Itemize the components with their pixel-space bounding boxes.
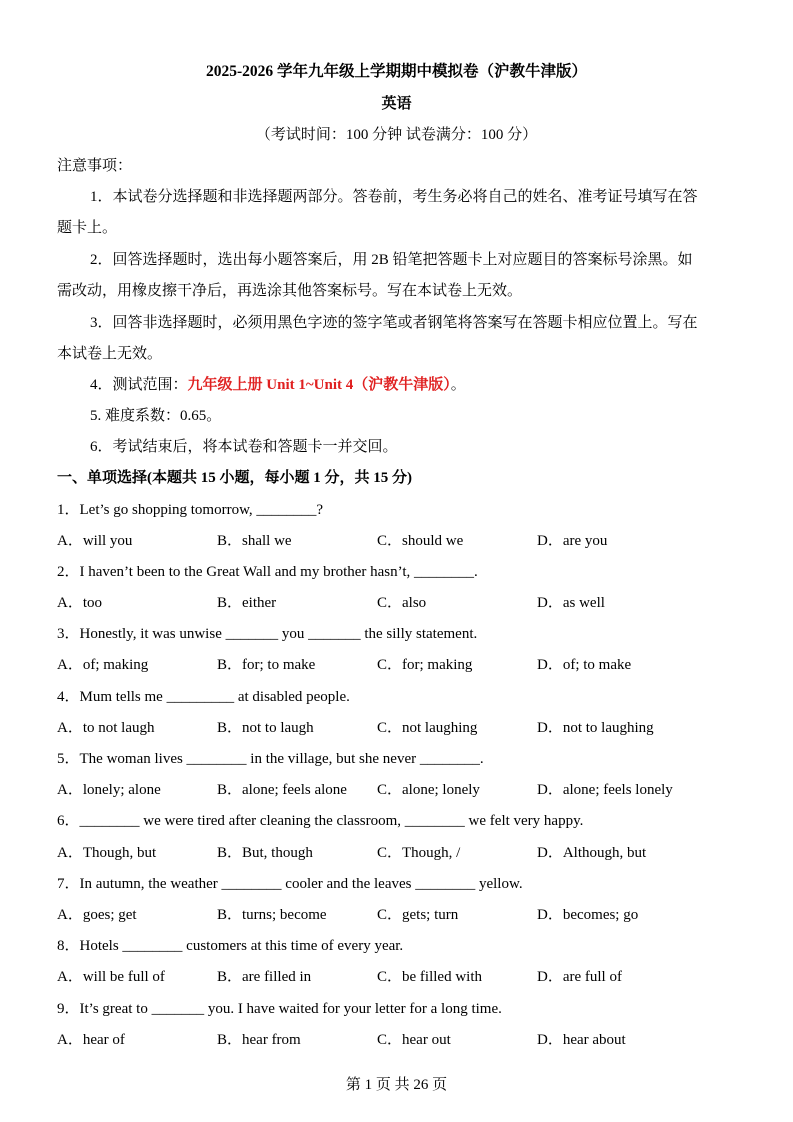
option-a: A．Though, but [57, 845, 157, 861]
option-a: A．will be full of [57, 969, 165, 985]
option-c: C．gets; turn [377, 907, 459, 923]
question-stem: 5．The woman lives ________ in the village, but she never ________. [57, 751, 484, 767]
option-c: C．also [377, 595, 427, 611]
option-a: A．too [57, 595, 103, 611]
option-a: A．lonely; alone [57, 782, 161, 798]
test-range: 九年级上册 Unit 1~Unit 4（沪教牛津版） [187, 377, 451, 393]
question-stem: 7．In autumn, the weather ________ cooler and the leaves ________ yellow. [57, 876, 523, 892]
option-b: B．either [217, 595, 277, 611]
notice-item-1-line-1: 1．本试卷分选择题和非选择题两部分。答卷前，考生务必将自己的姓名、准考证号填写在答 [90, 189, 698, 205]
notice-item-3-line-2: 本试卷上无效。 [57, 346, 163, 362]
notice-item-1-line-2: 题卡上。 [57, 220, 118, 236]
option-c: C．should we [377, 533, 464, 549]
option-d: D．hear about [537, 1032, 626, 1048]
option-c: C．for; making [377, 657, 473, 673]
option-d: D．of; to make [537, 657, 632, 673]
question-stem: 6．________ we were tired after cleaning the classroom, ________ we felt very happy. [57, 813, 584, 829]
option-d: D．not to laughing [537, 720, 654, 736]
option-d: D．as well [537, 595, 605, 611]
notice-item-2-line-1: 2．回答选择题时，选出每小题答案后，用 2B 铅笔把答题卡上对应题目的答案标号涂黑。如 [90, 252, 693, 268]
option-c: C．alone; lonely [377, 782, 480, 798]
option-c: C．not laughing [377, 720, 478, 736]
exam-info: （考试时间：100 分钟 试卷满分：100 分） [255, 127, 538, 143]
option-d: D．becomes; go [537, 907, 639, 923]
option-d: D．alone; feels lonely [537, 782, 673, 798]
option-a: A．to not laugh [57, 720, 155, 736]
notice-item-4-suffix: 。 [450, 377, 466, 393]
option-c: C．be filled with [377, 969, 482, 985]
option-a: A．of; making [57, 657, 149, 673]
exam-title: 2025-2026 学年九年级上学期期中模拟卷（沪教牛津版） [205, 63, 588, 80]
option-b: B．turns; become [217, 907, 327, 923]
option-d: D．are you [537, 533, 608, 549]
option-b: B．are filled in [217, 969, 312, 985]
notice-item-4-prefix: 4．测试范围： [90, 377, 188, 393]
notice-item-6: 6．考试结束后，将本试卷和答题卡一并交回。 [90, 439, 398, 455]
option-b: B．hear from [217, 1032, 301, 1048]
option-b: B．for; to make [217, 657, 316, 673]
notice-heading: 注意事项： [57, 158, 133, 174]
option-b: B．alone; feels alone [217, 782, 347, 798]
option-a: A．goes; get [57, 907, 137, 923]
option-c: C．hear out [377, 1032, 451, 1048]
option-c: C．Though, / [377, 845, 461, 861]
notice-item-3-line-1: 3．回答非选择题时，必须用黑色字迹的签字笔或者钢笔将答案写在答题卡相应位置上。写在 [90, 315, 698, 331]
option-a: A．hear of [57, 1032, 125, 1048]
question-stem: 4．Mum tells me _________ at disabled people. [57, 689, 350, 705]
option-d: D．Although, but [537, 845, 647, 861]
question-stem: 1．Let’s go shopping tomorrow, ________? [57, 502, 324, 518]
notice-item-4 [90, 375, 747, 395]
question-stem: 3．Honestly, it was unwise _______ you _______ the silly statement. [57, 626, 478, 642]
question-stem: 8．Hotels ________ customers at this time of every year. [57, 938, 404, 954]
option-b: B．shall we [217, 533, 292, 549]
section-heading: 一、单项选择(本题共 15 小题，每小题 1 分，共 15 分) [57, 470, 412, 486]
option-b: B．not to laugh [217, 720, 314, 736]
option-b: B．But, though [217, 845, 313, 861]
page-footer: 第 1 页 共 26 页 [345, 1077, 448, 1093]
question-stem: 9．It’s great to _______ you. I have waited for your letter for a long time. [57, 1001, 502, 1017]
notice-item-2-line-2: 需改动，用橡皮擦干净后，再选涂其他答案标号。写在本试卷上无效。 [57, 283, 523, 299]
question-stem: 2．I haven’t been to the Great Wall and my brother hasn’t, ________. [57, 564, 478, 580]
option-d: D．are full of [537, 969, 622, 985]
option-a: A．will you [57, 533, 133, 549]
subject-title: 英语 [381, 96, 412, 112]
notice-item-5: 5. 难度系数：0.65。 [90, 408, 222, 424]
